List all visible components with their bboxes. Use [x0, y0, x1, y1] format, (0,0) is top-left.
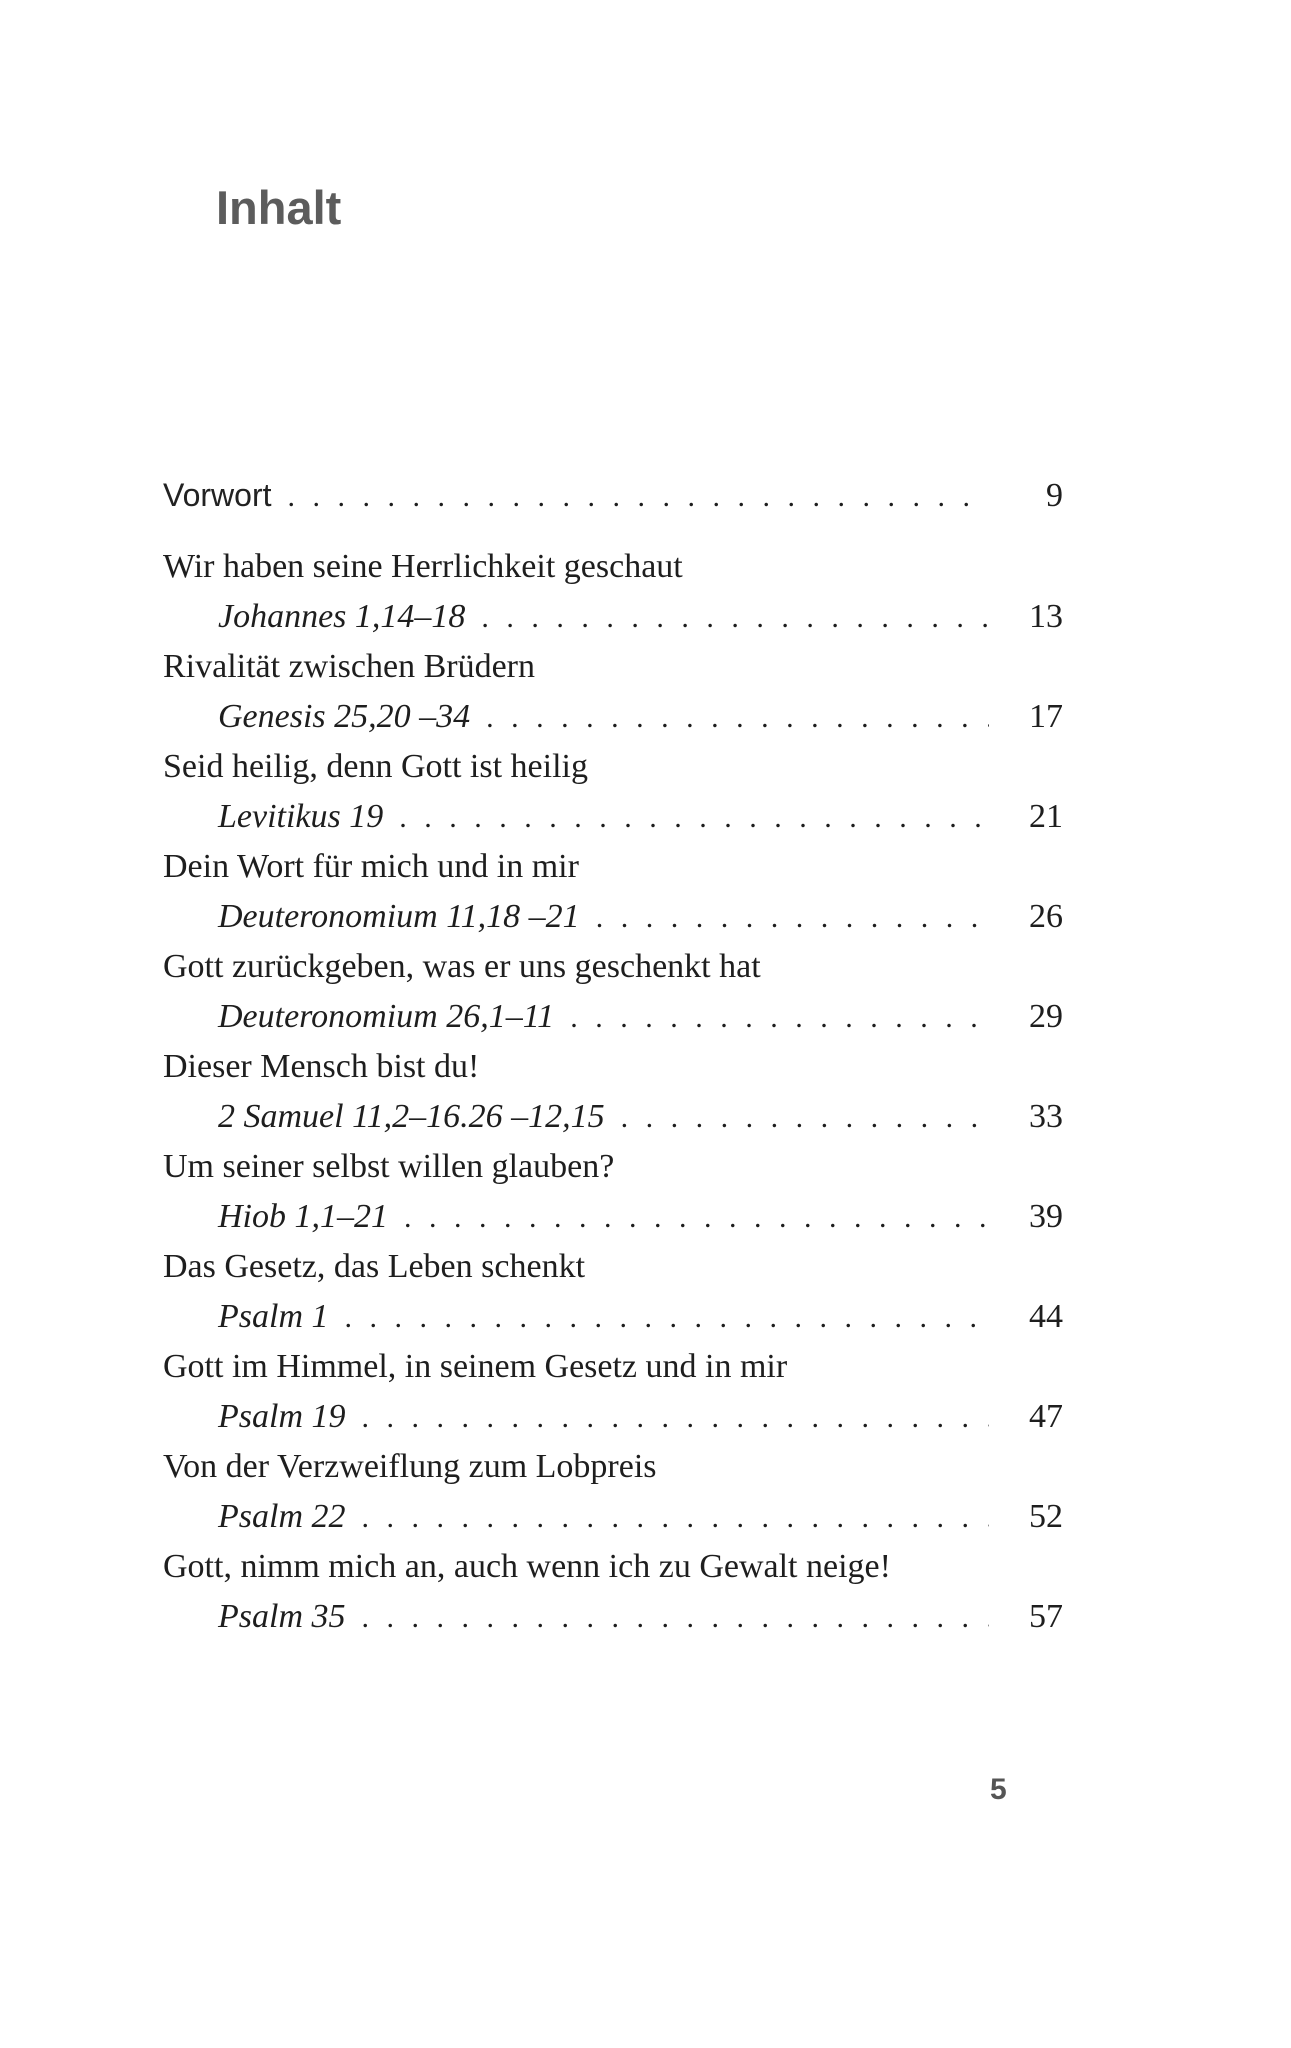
toc-entry-title: Das Gesetz, das Leben schenkt: [163, 1248, 586, 1285]
toc-entry-reference: Genesis 25,20 –34: [218, 698, 471, 735]
toc-entry-reference: Deuteronomium 11,18 –21: [218, 898, 580, 935]
leader-dots: [486, 693, 989, 743]
toc-entry[interactable]: [163, 842, 1063, 942]
toc-page-number: 39: [1029, 1198, 1063, 1235]
toc-entry-reference: Hiob 1,1–21: [218, 1198, 388, 1235]
leader-dots: [362, 1393, 990, 1443]
toc-page-number: 44: [1029, 1298, 1063, 1335]
toc-entry-reference: Psalm 22: [218, 1498, 346, 1535]
toc-entry[interactable]: [163, 1542, 1063, 1642]
leader-dots: [345, 1293, 990, 1343]
toc-entry-title: Um seiner selbst willen glauben?: [163, 1148, 615, 1185]
toc-entry[interactable]: [163, 942, 1063, 1042]
toc-page-number: 21: [1029, 798, 1063, 835]
leader-dots: [362, 1493, 990, 1543]
toc-entry[interactable]: [163, 1442, 1063, 1542]
toc-entry-reference: Psalm 35: [218, 1598, 346, 1635]
toc-page-number: 57: [1029, 1598, 1063, 1635]
toc-entry-reference: Johannes 1,14–18: [218, 598, 466, 635]
toc-entry[interactable]: [163, 1342, 1063, 1442]
toc-entry-title: Dein Wort für mich und in mir: [163, 848, 579, 885]
toc-entry-vorwort[interactable]: [163, 470, 1063, 520]
toc-entry-title: Seid heilig, denn Gott ist heilig: [163, 748, 588, 785]
toc-entry-reference: Deuteronomium 26,1–11: [218, 998, 555, 1035]
toc-page-number: 33: [1029, 1098, 1063, 1135]
toc-entry[interactable]: [163, 1142, 1063, 1242]
page-title: Inhalt: [216, 181, 342, 234]
leader-dots: [287, 472, 989, 522]
toc-entry-reference: 2 Samuel 11,2–16.26 –12,15: [218, 1098, 605, 1135]
toc-entry-reference: Psalm 19: [218, 1398, 346, 1435]
leader-dots: [481, 593, 989, 643]
toc-entry-title: Vorwort: [163, 477, 272, 513]
toc-page-number: 47: [1029, 1398, 1063, 1435]
toc-entry-reference: Psalm 1: [218, 1298, 329, 1335]
toc-page-number: 52: [1029, 1498, 1063, 1535]
leader-dots: [399, 793, 989, 843]
toc-entry[interactable]: [163, 542, 1063, 642]
leader-dots: [404, 1193, 989, 1243]
leader-dots: [621, 1093, 989, 1143]
toc-page-number: 13: [1029, 598, 1063, 635]
toc-page-number: 17: [1029, 698, 1063, 735]
page-number: 5: [990, 1773, 1007, 1806]
toc-page-number: 29: [1029, 998, 1063, 1035]
toc-entry-title: Wir haben seine Herrlichkeit geschaut: [163, 548, 683, 585]
toc-entry[interactable]: [163, 742, 1063, 842]
toc-page-number: 26: [1029, 898, 1063, 935]
toc-entry-reference: Levitikus 19: [218, 798, 384, 835]
toc-entry-title: Von der Verzweiflung zum Lobpreis: [163, 1448, 657, 1485]
table-of-contents: [163, 470, 1063, 1642]
toc-entry-title: Gott, nimm mich an, auch wenn ich zu Gewalt neige!: [163, 1548, 891, 1585]
leader-dots: [362, 1593, 990, 1643]
toc-entry-title: Dieser Mensch bist du!: [163, 1048, 480, 1085]
toc-entry-title: Gott zurückgeben, was er uns geschenkt hat: [163, 948, 761, 985]
toc-entry[interactable]: [163, 1042, 1063, 1142]
leader-dots: [596, 893, 989, 943]
toc-page-number: 9: [1046, 477, 1063, 514]
toc-entry-title: Rivalität zwischen Brüdern: [163, 648, 536, 685]
toc-entry[interactable]: [163, 1242, 1063, 1342]
toc-entry[interactable]: [163, 642, 1063, 742]
toc-entry-title: Gott im Himmel, in seinem Gesetz und in mir: [163, 1348, 788, 1385]
leader-dots: [570, 993, 989, 1043]
